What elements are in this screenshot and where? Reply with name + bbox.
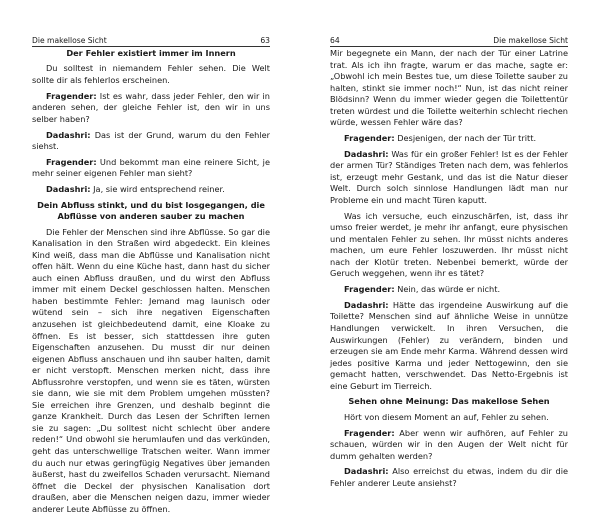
- dialogue-paragraph: [32, 184, 270, 196]
- body-paragraph: [32, 227, 270, 515]
- page-right: [330, 0, 569, 488]
- body-paragraph: [330, 412, 568, 424]
- running-head-left: [32, 36, 270, 47]
- dialogue-paragraph: [330, 300, 568, 392]
- speaker-label: Fragender:: [344, 133, 395, 144]
- speaker-label: Dadashri:: [344, 148, 389, 159]
- paragraph-text: Mir begegnete ein Mann, der nach der Tür einer Latrine trat. Als ich ihn fragte, warum er das mache, sagte er: „Obwohl ich mein Bestes tue, um diese Toilette sauber zu halten, stinkt sie immer noch!“ Nun, ist das nicht reiner Blödsinn? Wenn du immer wieder gegen die Toilettentür treten würdest und die Toilette weiterhin schlecht riechen würde, wessen Fehler wäre das?: [330, 48, 568, 128]
- paragraph-text: Desjenigen, der nach der Tür tritt.: [397, 133, 537, 144]
- dialogue-paragraph: [330, 149, 568, 207]
- dialogue-paragraph: [330, 133, 568, 145]
- dialogue-paragraph: [330, 284, 568, 296]
- speaker-label: Fragender:: [46, 90, 97, 101]
- speaker-label: Fragender:: [46, 156, 97, 167]
- paragraph-text: Was ich versuche, euch einzuschärfen, ist, dass ihr umso freier werdet, je mehr ihr anfangt, eure physischen und mentalen Fehler zu sehen. Ihr müsst nichts anderes machen, um eure Fehler loszuwerden. Ihr müsst nicht nach der Klotür treten. Nebenbei bemerkt, würde der Geruch weggehen, wenn ihr es tätet?: [330, 210, 568, 279]
- page-number: 63: [260, 36, 270, 45]
- page-number: 64: [330, 36, 340, 45]
- paragraph-text: Also erreichst du etwas, indem du dir die Fehler anderer Leute ansiehst?: [330, 466, 569, 488]
- speaker-label: Fragender:: [344, 284, 395, 295]
- body-paragraph: [330, 211, 568, 280]
- speaker-label: Fragender:: [344, 427, 395, 438]
- running-title: Die makellose Sicht: [493, 36, 568, 45]
- speaker-label: Dadashri:: [46, 129, 91, 140]
- body-paragraph: [330, 48, 568, 129]
- dialogue-paragraph: [32, 130, 270, 153]
- speaker-label: Dadashri:: [46, 184, 91, 195]
- dialogue-paragraph: [32, 91, 270, 126]
- body-paragraph: [32, 63, 270, 86]
- dialogue-paragraph: [330, 466, 568, 489]
- paragraph-text: Hätte das irgendeine Auswirkung auf die Toilette? Menschen sind auf ähnliche Weise in unnütze Handlungen verwickelt. In ihren Versuchen, die Auswirkungen (Fehler) zu verändern, binden und erzeugen sie am Ende mehr Karma. Während dessen wird jedes positive Karma und jeder Nettogewinn, den sie gemacht hatten, verschwendet. Das Netto-Ergebnis ist eine Geburt im Tierreich.: [330, 299, 568, 391]
- page-left: [32, 0, 271, 514]
- paragraph-text: Das ist der Grund, warum du den Fehler siehst.: [32, 129, 271, 152]
- section-heading: Dein Abfluss stinkt, und du bist losgegangen, die Abflüsse von anderen sauber zu machen: [37, 199, 265, 222]
- running-title: Die makellose Sicht: [32, 36, 107, 45]
- dialogue-paragraph: [32, 157, 270, 180]
- speaker-label: Dadashri:: [344, 299, 389, 310]
- section-heading: Der Fehler existiert immer im Innern: [66, 48, 236, 58]
- running-head-right: [330, 36, 568, 47]
- section-heading: Sehen ohne Meinung: Das makellose Sehen: [348, 396, 550, 407]
- paragraph-text: Du solltest in niemandem Fehler sehen. Die Welt sollte dir als fehlerlos erscheinen.: [32, 63, 270, 85]
- dialogue-paragraph: [330, 428, 568, 463]
- paragraph-text: Ja, sie wird entsprechend reiner.: [93, 184, 225, 195]
- paragraph-text: Die Fehler der Menschen sind ihre Abflüsse. So gar die Kanalisation in den Straßen wird abgedeckt. Ein kleines Kind weiß, dass man die Abflüsse und Kanalisation nicht offen hält. Wenn du eine Küche hast, dann hast du sicher auch einen Abfluss draußen, und du wirst den Abfluss immer mit einem Deckel geschlossen halten. Menschen haben bestimmte Fehler: Jemand mag launisch oder wütend sein – sich ihre negativen Eigenschaften anzusehen ist gleichbedeutend damit, eine Kloake zu öffnen. Es ist besser, sich stattdessen ihre guten Eigenschaften anzusehen. Du musst dir nur deinen eigenen Abfluss anschauen und ihn sauber halten, damit er nicht verstopft. Menschen merken nicht, dass ihre Abflussrohre verstopfen, und wenn sie es täten, würsten sie dann, wie sie mit dem Problem umgehen müssten? Sie erreichen ihre Grenzen, und deshalb beginnt die ganze Krankheit. Durch das Lesen der Schriften lernen sie zu sagen: „Du solltest nicht schlecht über andere reden!“ Und obwohl sie herumlaufen und das verkünden, geht das unterschwellige Tratschen weiter. Wann immer du auch nur etwas geringfügig Negatives über jemanden äußerst, hast du zweifellos Schaden verursacht. Niemand öffnet die Deckel der physischen Kanalisation dort draußen, aber die Menschen neigen dazu, immer wieder anderer Leute Abflüsse zu öffnen.: [32, 226, 270, 514]
- speaker-label: Dadashri:: [344, 466, 389, 477]
- paragraph-text: Nein, das würde er nicht.: [397, 284, 501, 295]
- paragraph-text: Hört von diesem Moment an auf, Fehler zu sehen.: [344, 411, 549, 422]
- paragraph-text: Ist es wahr, dass jeder Fehler, den wir in anderen sehen, der gleiche Fehler ist, den wir in uns selber haben?: [32, 90, 270, 124]
- page-content-right: [330, 48, 569, 488]
- paragraph-text: Aber wenn wir aufhören, auf Fehler zu schauen, würden wir in den Augen der Welt nicht für dumm gehalten werden?: [330, 427, 568, 461]
- paragraph-text: Was für ein großer Fehler! Ist es der Fehler der armen Tür? Ständiges Treten nach dem, was fehlerlos ist, erzeugt mehr Gestank, und das ist die Natur dieser Welt. Durch solch sinnlose Handlungen lädt man nur Probleme ein und macht Türen kaputt.: [330, 148, 568, 205]
- paragraph-text: Und bekommt man eine reinere Sicht, je mehr seiner eigenen Fehler man sieht?: [32, 156, 270, 179]
- page-content-left: [32, 48, 271, 514]
